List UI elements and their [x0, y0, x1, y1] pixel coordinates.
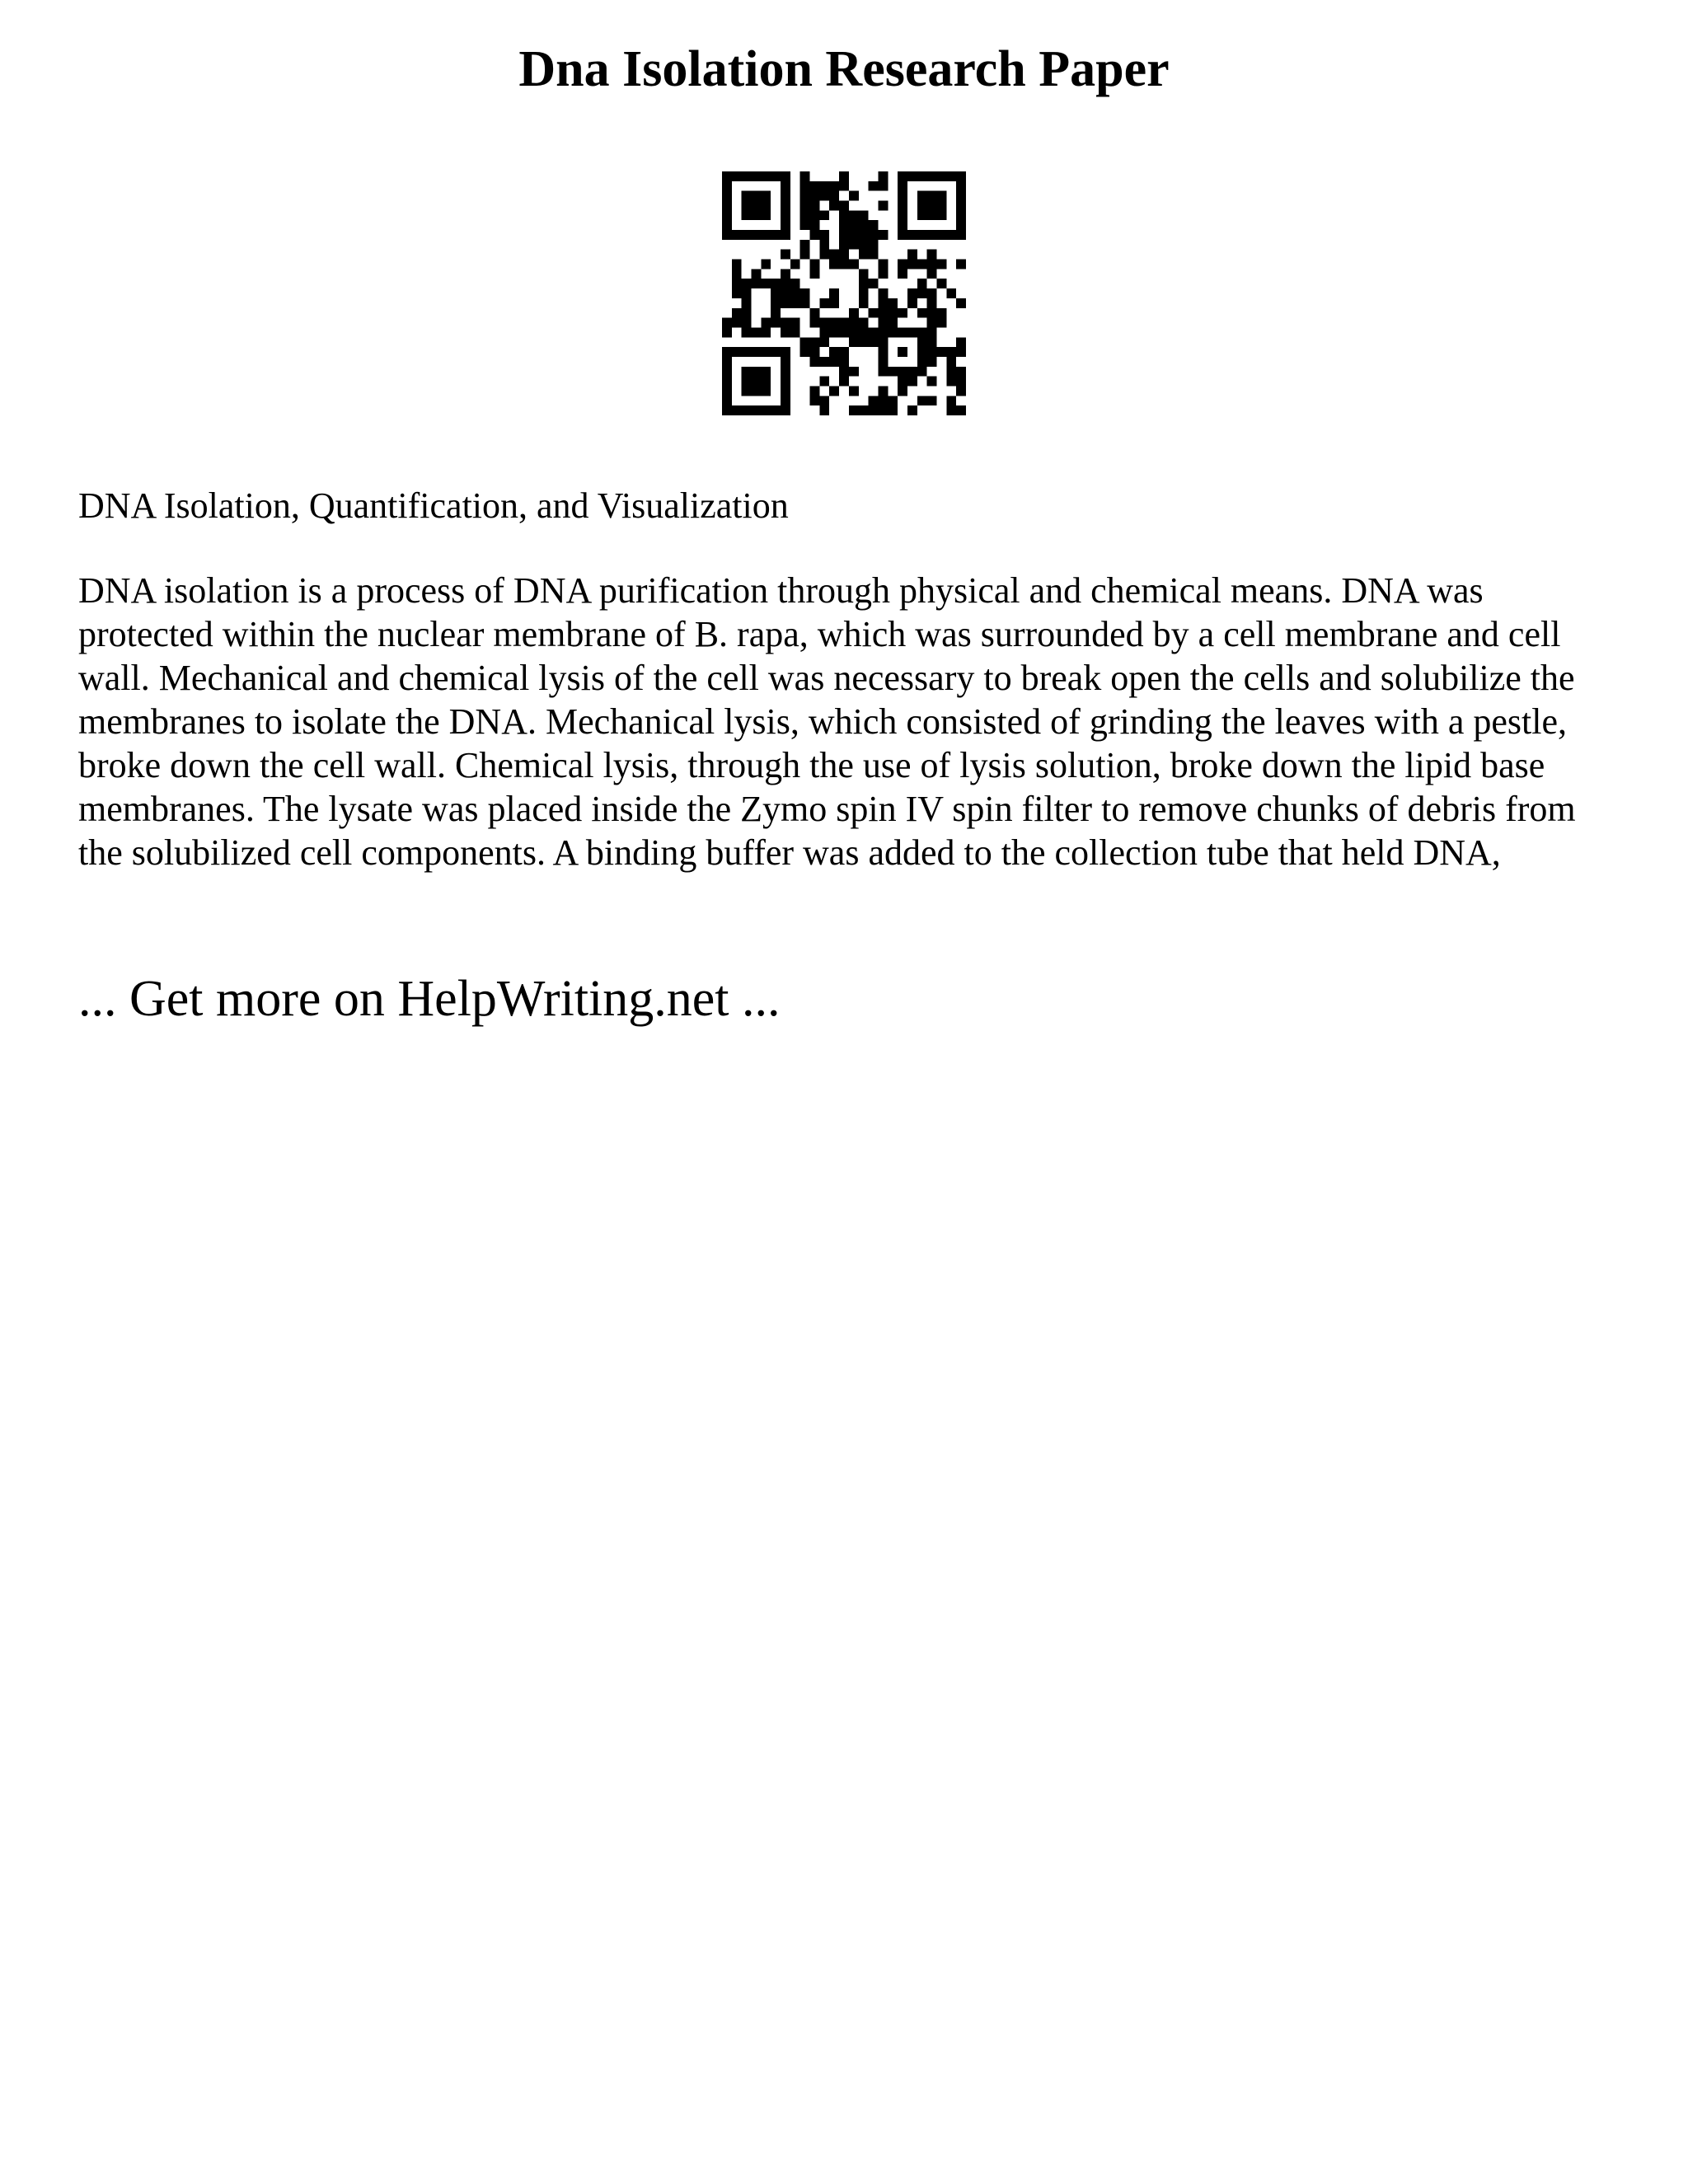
qr-code-icon [722, 171, 966, 415]
document-body: DNA isolation is a process of DNA purification through physical and chemical means. DNA was protected within the nuclear membrane of B. rapa, which was surrounded by a cell membrane and cell wall. Mechanical and chemical lysis of the cell was necessary to break open the cells and solubilize the membranes to isolate the DNA. Mechanical lysis, which consisted of grinding the leaves with a pestle, broke down the cell wall. Chemical lysis, through the use of lysis solution, broke down the lipid base membranes. The lysate was placed inside the Zymo spin IV spin filter to remove chunks of debris from the solubilized cell components. A binding buffer was added to the collection tube that held DNA, [78, 570, 1576, 873]
page-title: Dna Isolation Research Paper [518, 41, 1170, 97]
document-subtitle: DNA Isolation, Quantification, and Visualization [78, 485, 789, 526]
get-more-link[interactable]: ... Get more on HelpWriting.net ... [78, 971, 781, 1027]
